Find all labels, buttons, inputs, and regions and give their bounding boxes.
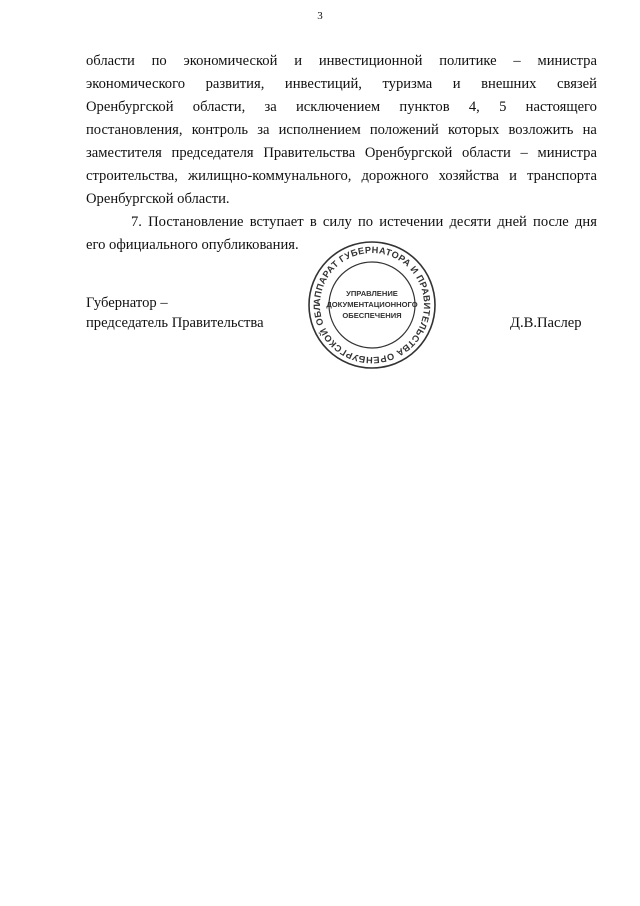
word: дня [574,214,597,230]
word: внешних [481,76,537,92]
word: жилищно-коммунального, [188,168,352,184]
signatory-position [86,293,264,333]
word: за [257,122,270,138]
word: политике [439,53,497,69]
word: и [509,168,517,184]
word: после [533,214,569,230]
word: Оренбургской [86,99,174,115]
word: председателя [171,145,254,161]
word: области, [192,99,246,115]
seal-ring-text: АППАРАТ ГУБЕРНАТОРА И ПРАВИТЕЛЬСТВА ОРЕНБУРГСКОЙ ОБЛ [311,244,433,366]
word: – [520,145,528,161]
word: 5 [499,99,507,115]
word: на [582,122,597,138]
word: заместителя [86,145,162,161]
signatory-position-line-1: Губернатор – [86,295,168,311]
word: постановления, [86,122,183,138]
official-seal [306,239,438,371]
signatory-name: Д.В.Паслер [510,315,582,331]
word: контроль [191,122,249,138]
word: истечении [379,214,444,230]
document-body [86,50,597,257]
word: Оренбургской [364,145,453,161]
paragraph-7-last-line: его официального опубликования. [86,237,299,253]
word: области [462,145,511,161]
seal-center-line-1: УПРАВЛЕНИЕ [346,289,398,298]
seal-graphic [306,239,438,371]
paragraph-line [86,96,597,119]
word: силу [322,214,352,230]
word: по [151,53,167,69]
seal-center-line-3: ОБЕСПЕЧЕНИЯ [342,311,402,320]
paragraph-last-line: Оренбургской области. [86,191,230,207]
word: Постановление [148,214,244,230]
word: за [264,99,277,115]
word: экономической [183,53,278,69]
page-number: 3 [317,10,323,22]
paragraph-continuation [86,50,597,211]
paragraph-7-first-line [86,211,597,234]
signatory-position-line-2: председатель Правительства [86,315,264,331]
word: и [452,76,461,92]
word: связей [557,76,597,92]
word: развития, [205,76,265,92]
word: – [513,53,521,69]
word: инвестиционной [318,53,423,69]
paragraph-line [86,119,597,142]
word: экономического [86,76,186,92]
word: министра [537,145,597,161]
word: хозяйства [438,168,500,184]
word: возложить [508,122,574,138]
word: пунктов [399,99,450,115]
word: строительства, [86,168,178,184]
word: по [357,214,374,230]
word: туризма [382,76,433,92]
paragraph-line [86,142,597,165]
word: в [309,214,317,230]
word: настоящего [525,99,597,115]
word: вступает [249,214,304,230]
word: десяти [449,214,492,230]
word: исключением [296,99,381,115]
word: дорожного [361,168,429,184]
word: которых [447,122,500,138]
word: 4, [468,99,480,115]
word: инвестиций, [284,76,362,92]
word: и [294,53,303,69]
word: 7. [131,214,142,230]
word: дней [497,214,527,230]
word: области [86,53,135,69]
word: Правительства [263,145,356,161]
word: положений [369,122,439,138]
word: министра [537,53,597,69]
word: транспорта [527,168,597,184]
word: исполнением [278,122,361,138]
paragraph-line [86,50,597,73]
seal-center-line-2: ДОКУМЕНТАЦИОННОГО [326,300,418,309]
paragraph-line [86,165,597,188]
paragraph-line [86,73,597,96]
